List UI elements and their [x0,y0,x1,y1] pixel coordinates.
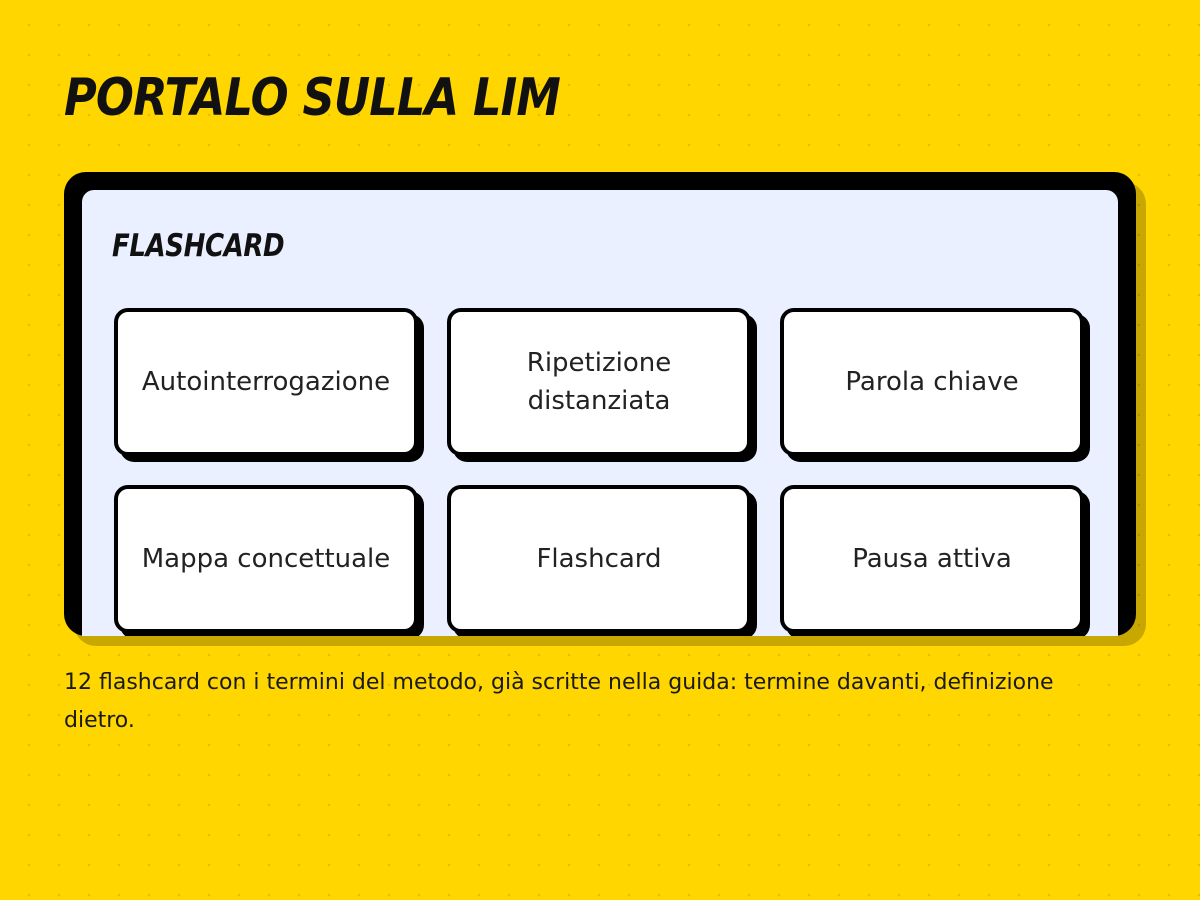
flashcard-label: Flashcard [536,544,662,574]
flashcard-flashcard[interactable] [447,485,751,633]
flashcard-mappa-concettuale[interactable] [114,485,418,633]
caption: 12 flashcard con i termini del metodo, già scritte nella guida: termine davanti, definizione dietro. [64,670,1054,733]
flashcard-label: Autointerrogazione [141,367,391,397]
flashcard-ripetizione-distanziata[interactable] [447,308,751,456]
flashcard-autointerrogazione[interactable] [114,308,418,456]
panel-title: FLASHCARD [112,228,285,264]
flashcard-label: Parola chiave [845,367,1019,397]
flashcard-pausa-attiva[interactable] [780,485,1084,633]
flashcard-label: Mappa concettuale [141,544,391,574]
flashcard-label: Ripetizione distanziata [526,348,672,416]
flashcard-label: Pausa attiva [852,544,1012,574]
page-title: PORTALO SULLA LIM [64,68,561,128]
flashcard-grid [114,308,1084,633]
lim-screen-frame [64,172,1136,636]
lim-screen [82,190,1118,636]
flashcard-parola-chiave[interactable] [780,308,1084,456]
